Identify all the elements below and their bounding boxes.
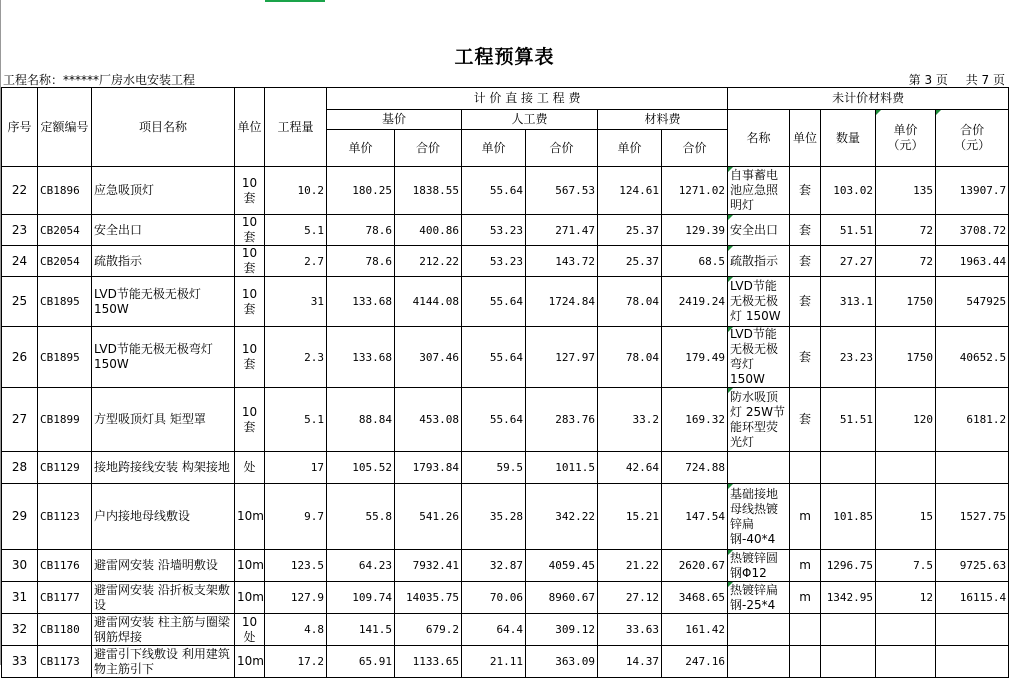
cell-base-total: 1133.65 xyxy=(395,646,462,678)
cell-seq: 30 xyxy=(2,550,38,582)
cell-mat-total: 169.32 xyxy=(662,388,728,452)
cell-mat-unit: 14.37 xyxy=(598,646,662,678)
cell-m-price: 120 xyxy=(876,388,936,452)
cell-m-qty: 27.27 xyxy=(821,246,876,277)
cell-unit: 10套 xyxy=(235,246,265,277)
cell-labor-unit: 64.4 xyxy=(462,614,526,646)
cell-base-unit: 105.52 xyxy=(327,452,395,484)
cell-m-unit: 套 xyxy=(790,388,821,452)
cell-unit: 10m xyxy=(235,550,265,582)
budget-table xyxy=(1,87,1009,678)
header-m-unit: 单位 xyxy=(790,110,821,167)
cell-labor-unit: 55.64 xyxy=(462,277,526,327)
table-header xyxy=(2,88,1009,167)
cell-base-unit: 180.25 xyxy=(327,167,395,215)
cell-code: CB1129 xyxy=(38,452,92,484)
cell-code: CB1173 xyxy=(38,646,92,678)
cell-base-unit: 141.5 xyxy=(327,614,395,646)
cell-item: 方型吸顶灯具 矩型罩 xyxy=(92,388,235,452)
header-material: 材料费 xyxy=(598,110,728,130)
header-mat-unit: 单价 xyxy=(598,130,662,167)
cell-m-qty xyxy=(821,614,876,646)
cell-base-total: 14035.75 xyxy=(395,582,462,614)
cell-base-unit: 133.68 xyxy=(327,277,395,327)
table-row xyxy=(2,582,1009,614)
cell-m-price xyxy=(876,452,936,484)
cell-m-unit xyxy=(790,646,821,678)
cell-code: CB2054 xyxy=(38,215,92,246)
selected-tab-indicator xyxy=(265,0,325,2)
cell-labor-total: 1724.84 xyxy=(526,277,598,327)
pagination xyxy=(895,71,1005,88)
cell-m-price: 7.5 xyxy=(876,550,936,582)
cell-m-unit: 套 xyxy=(790,277,821,327)
cell-labor-total: 283.76 xyxy=(526,388,598,452)
cell-code: CB1895 xyxy=(38,327,92,388)
cell-base-unit: 88.84 xyxy=(327,388,395,452)
cell-m-unit: 套 xyxy=(790,246,821,277)
cell-seq: 27 xyxy=(2,388,38,452)
cell-mat-total: 1271.02 xyxy=(662,167,728,215)
cell-m-total: 13907.7 xyxy=(936,167,1009,215)
cell-m-qty: 313.1 xyxy=(821,277,876,327)
cell-m-price: 1750 xyxy=(876,277,936,327)
cell-m-total: 3708.72 xyxy=(936,215,1009,246)
cell-base-unit: 109.74 xyxy=(327,582,395,614)
cell-m-name xyxy=(728,452,790,484)
cell-mat-unit: 33.63 xyxy=(598,614,662,646)
cell-m-unit: m xyxy=(790,484,821,550)
cell-labor-total: 1011.5 xyxy=(526,452,598,484)
cell-mat-total: 3468.65 xyxy=(662,582,728,614)
cell-unit: 10m xyxy=(235,582,265,614)
cell-mat-unit: 78.04 xyxy=(598,277,662,327)
cell-labor-total: 8960.67 xyxy=(526,582,598,614)
cell-code: CB1176 xyxy=(38,550,92,582)
cell-m-total xyxy=(936,452,1009,484)
cell-m-total: 1963.44 xyxy=(936,246,1009,277)
cell-item: LVD节能无极无极灯 150W xyxy=(92,277,235,327)
cell-item: 接地跨接线安装 构架接地 xyxy=(92,452,235,484)
cell-unit: 10套 xyxy=(235,215,265,246)
cell-mat-unit: 21.22 xyxy=(598,550,662,582)
table-row xyxy=(2,484,1009,550)
cell-m-price: 135 xyxy=(876,167,936,215)
header-base-unit: 单价 xyxy=(327,130,395,167)
cell-item: LVD节能无极无极弯灯 150W xyxy=(92,327,235,388)
cell-labor-unit: 55.64 xyxy=(462,388,526,452)
cell-m-total: 1527.75 xyxy=(936,484,1009,550)
cell-item: 户内接地母线敷设 xyxy=(92,484,235,550)
cell-m-total: 547925 xyxy=(936,277,1009,327)
cell-base-total: 212.22 xyxy=(395,246,462,277)
cell-base-total: 7932.41 xyxy=(395,550,462,582)
cell-m-total: 16115.4 xyxy=(936,582,1009,614)
cell-m-unit: 套 xyxy=(790,167,821,215)
cell-qty: 31 xyxy=(265,277,327,327)
cell-item: 避雷引下线敷设 利用建筑物主筋引下 xyxy=(92,646,235,678)
cell-qty: 17 xyxy=(265,452,327,484)
cell-seq: 26 xyxy=(2,327,38,388)
header-m-qty: 数量 xyxy=(821,110,876,167)
cell-mat-total: 161.42 xyxy=(662,614,728,646)
table-row xyxy=(2,388,1009,452)
cell-item: 避雷网安装 沿折板支架敷设 xyxy=(92,582,235,614)
cell-mat-unit: 78.04 xyxy=(598,327,662,388)
cell-m-unit xyxy=(790,452,821,484)
cell-qty: 9.7 xyxy=(265,484,327,550)
cell-m-name xyxy=(728,614,790,646)
cell-m-qty xyxy=(821,452,876,484)
cell-labor-total: 567.53 xyxy=(526,167,598,215)
header-code: 定额编号 xyxy=(38,88,92,167)
cell-m-total xyxy=(936,646,1009,678)
cell-unit: 10套 xyxy=(235,167,265,215)
cell-m-unit: m xyxy=(790,550,821,582)
cell-code: CB1180 xyxy=(38,614,92,646)
cell-labor-total: 143.72 xyxy=(526,246,598,277)
header-m-name: 名称 xyxy=(728,110,790,167)
cell-labor-unit: 55.64 xyxy=(462,167,526,215)
cell-code: CB1177 xyxy=(38,582,92,614)
cell-m-total: 6181.2 xyxy=(936,388,1009,452)
page-total: 共 7 页 xyxy=(965,73,1005,87)
table-row xyxy=(2,277,1009,327)
cell-m-qty: 101.85 xyxy=(821,484,876,550)
cell-m-qty: 1342.95 xyxy=(821,582,876,614)
cell-seq: 25 xyxy=(2,277,38,327)
cell-m-name: 基础接地母线热镀锌扁钢-40*4 xyxy=(728,484,790,550)
header-unpriced: 未计价材料费 xyxy=(728,88,1009,110)
cell-m-qty: 51.51 xyxy=(821,388,876,452)
cell-base-total: 307.46 xyxy=(395,327,462,388)
cell-m-name xyxy=(728,646,790,678)
cell-base-unit: 55.8 xyxy=(327,484,395,550)
table-row xyxy=(2,452,1009,484)
project-name: 工程名称：******厂房水电安装工程 xyxy=(3,73,196,87)
cell-item: 应急吸顶灯 xyxy=(92,167,235,215)
cell-mat-unit: 42.64 xyxy=(598,452,662,484)
cell-qty: 2.7 xyxy=(265,246,327,277)
cell-qty: 2.3 xyxy=(265,327,327,388)
page-number: 第 3 页 xyxy=(908,73,948,87)
cell-m-total: 9725.63 xyxy=(936,550,1009,582)
cell-mat-total: 247.16 xyxy=(662,646,728,678)
cell-m-unit: 套 xyxy=(790,327,821,388)
cell-m-name: 热镀锌扁钢-25*4 xyxy=(728,582,790,614)
cell-m-qty xyxy=(821,646,876,678)
cell-labor-unit: 59.5 xyxy=(462,452,526,484)
cell-qty: 17.2 xyxy=(265,646,327,678)
cell-m-name: LVD节能无极无极灯 150W xyxy=(728,277,790,327)
cell-base-total: 4144.08 xyxy=(395,277,462,327)
cell-item: 避雷网安装 沿墙明敷设 xyxy=(92,550,235,582)
cell-seq: 24 xyxy=(2,246,38,277)
cell-m-qty: 1296.75 xyxy=(821,550,876,582)
cell-seq: 31 xyxy=(2,582,38,614)
cell-mat-total: 179.49 xyxy=(662,327,728,388)
cell-base-total: 1793.84 xyxy=(395,452,462,484)
header-labor: 人工费 xyxy=(462,110,598,130)
cell-m-name: 安全出口 xyxy=(728,215,790,246)
header-labor-unit: 单价 xyxy=(462,130,526,167)
cell-base-total: 400.86 xyxy=(395,215,462,246)
cell-m-price: 1750 xyxy=(876,327,936,388)
cell-mat-total: 724.88 xyxy=(662,452,728,484)
cell-m-qty: 23.23 xyxy=(821,327,876,388)
cell-unit: 10m xyxy=(235,484,265,550)
header-mat-total: 合价 xyxy=(662,130,728,167)
cell-mat-unit: 124.61 xyxy=(598,167,662,215)
cell-m-total: 40652.5 xyxy=(936,327,1009,388)
cell-qty: 4.8 xyxy=(265,614,327,646)
cell-labor-unit: 35.28 xyxy=(462,484,526,550)
cell-labor-unit: 55.64 xyxy=(462,327,526,388)
cell-m-name: 自事蓄电池应急照明灯 xyxy=(728,167,790,215)
table-row xyxy=(2,646,1009,678)
cell-qty: 123.5 xyxy=(265,550,327,582)
cell-base-unit: 133.68 xyxy=(327,327,395,388)
cell-mat-total: 129.39 xyxy=(662,215,728,246)
cell-base-unit: 78.6 xyxy=(327,215,395,246)
table-row xyxy=(2,167,1009,215)
cell-m-name: 防水吸顶灯 25W节能环型荧光灯 xyxy=(728,388,790,452)
cell-labor-unit: 21.11 xyxy=(462,646,526,678)
cell-m-price: 72 xyxy=(876,215,936,246)
header-labor-total: 合价 xyxy=(526,130,598,167)
cell-item: 安全出口 xyxy=(92,215,235,246)
table-row xyxy=(2,550,1009,582)
cell-code: CB2054 xyxy=(38,246,92,277)
cell-base-unit: 64.23 xyxy=(327,550,395,582)
cell-m-name: 疏散指示 xyxy=(728,246,790,277)
cell-seq: 29 xyxy=(2,484,38,550)
cell-mat-total: 2419.24 xyxy=(662,277,728,327)
cell-mat-total: 68.5 xyxy=(662,246,728,277)
header-base-price: 基价 xyxy=(327,110,462,130)
table-body xyxy=(2,167,1009,678)
cell-seq: 32 xyxy=(2,614,38,646)
table-row xyxy=(2,614,1009,646)
cell-m-qty: 103.02 xyxy=(821,167,876,215)
cell-m-price xyxy=(876,614,936,646)
cell-code: CB1123 xyxy=(38,484,92,550)
table-row xyxy=(2,246,1009,277)
cell-base-total: 541.26 xyxy=(395,484,462,550)
cell-labor-total: 4059.45 xyxy=(526,550,598,582)
header-m-price: 单价 （元） xyxy=(876,110,936,167)
header-seq: 序号 xyxy=(2,88,38,167)
cell-unit: 10套 xyxy=(235,277,265,327)
cell-m-unit: m xyxy=(790,582,821,614)
cell-item: 避雷网安装 柱主筋与圈梁钢筋焊接 xyxy=(92,614,235,646)
cell-unit: 10m xyxy=(235,646,265,678)
cell-base-total: 453.08 xyxy=(395,388,462,452)
table-row xyxy=(2,327,1009,388)
cell-mat-unit: 25.37 xyxy=(598,215,662,246)
cell-m-unit xyxy=(790,614,821,646)
cell-mat-unit: 15.21 xyxy=(598,484,662,550)
cell-base-unit: 78.6 xyxy=(327,246,395,277)
cell-m-name: 热镀锌圆钢Φ12 xyxy=(728,550,790,582)
cell-m-price: 12 xyxy=(876,582,936,614)
cell-labor-unit: 32.87 xyxy=(462,550,526,582)
cell-code: CB1899 xyxy=(38,388,92,452)
cell-base-unit: 65.91 xyxy=(327,646,395,678)
cell-labor-total: 271.47 xyxy=(526,215,598,246)
cell-mat-unit: 25.37 xyxy=(598,246,662,277)
cell-labor-total: 342.22 xyxy=(526,484,598,550)
cell-unit: 处 xyxy=(235,452,265,484)
cell-unit: 10处 xyxy=(235,614,265,646)
cell-qty: 127.9 xyxy=(265,582,327,614)
cell-unit: 10套 xyxy=(235,327,265,388)
cell-labor-unit: 53.23 xyxy=(462,215,526,246)
cell-mat-total: 2620.67 xyxy=(662,550,728,582)
cell-base-total: 679.2 xyxy=(395,614,462,646)
cell-qty: 5.1 xyxy=(265,388,327,452)
cell-seq: 28 xyxy=(2,452,38,484)
cell-base-total: 1838.55 xyxy=(395,167,462,215)
page-title: 工程预算表 xyxy=(454,46,555,68)
cell-seq: 33 xyxy=(2,646,38,678)
header-qty: 工程量 xyxy=(265,88,327,167)
cell-m-price: 72 xyxy=(876,246,936,277)
cell-labor-total: 363.09 xyxy=(526,646,598,678)
cell-mat-total: 147.54 xyxy=(662,484,728,550)
header-item: 项目名称 xyxy=(92,88,235,167)
header-direct-cost: 计 价 直 接 工 程 费 xyxy=(327,88,728,110)
cell-labor-total: 309.12 xyxy=(526,614,598,646)
cell-m-qty: 51.51 xyxy=(821,215,876,246)
cell-m-price xyxy=(876,646,936,678)
cell-labor-total: 127.97 xyxy=(526,327,598,388)
cell-code: CB1896 xyxy=(38,167,92,215)
header-m-total: 合价 （元） xyxy=(936,110,1009,167)
cell-qty: 5.1 xyxy=(265,215,327,246)
header-unit: 单位 xyxy=(235,88,265,167)
cell-m-unit: 套 xyxy=(790,215,821,246)
cell-item: 疏散指示 xyxy=(92,246,235,277)
cell-m-total xyxy=(936,614,1009,646)
header-base-total: 合价 xyxy=(395,130,462,167)
cell-seq: 23 xyxy=(2,215,38,246)
cell-labor-unit: 70.06 xyxy=(462,582,526,614)
cell-m-price: 15 xyxy=(876,484,936,550)
cell-qty: 10.2 xyxy=(265,167,327,215)
cell-code: CB1895 xyxy=(38,277,92,327)
cell-labor-unit: 53.23 xyxy=(462,246,526,277)
cell-m-name: LVD节能无极无极弯灯 150W xyxy=(728,327,790,388)
cell-mat-unit: 33.2 xyxy=(598,388,662,452)
table-row xyxy=(2,215,1009,246)
cell-mat-unit: 27.12 xyxy=(598,582,662,614)
cell-unit: 10套 xyxy=(235,388,265,452)
cell-seq: 22 xyxy=(2,167,38,215)
